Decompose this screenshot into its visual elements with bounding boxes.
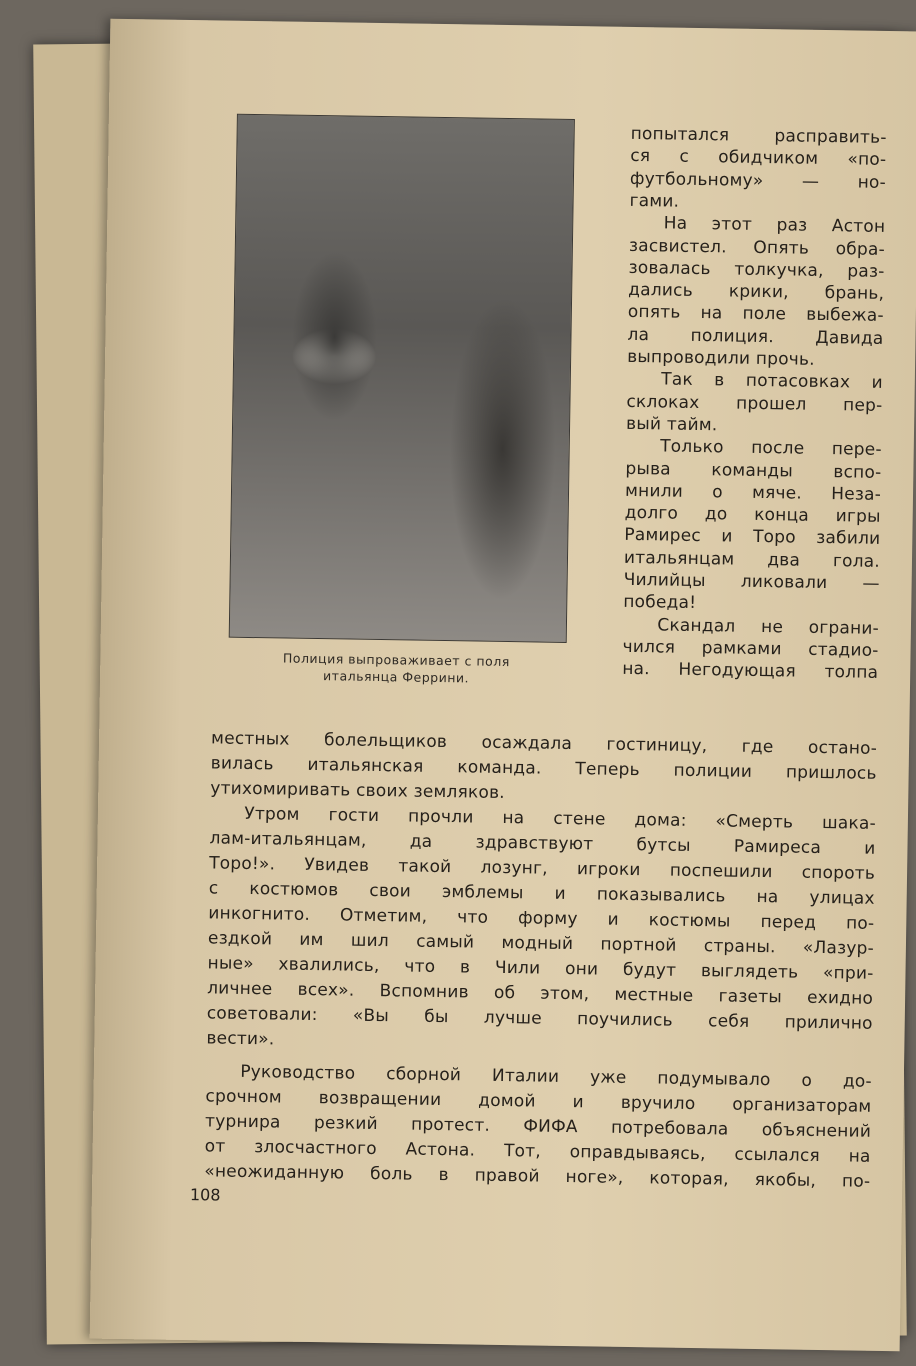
- text-line: итальянцам два гола.: [623, 547, 881, 572]
- text-line: на. Негодующая толпа: [622, 659, 879, 684]
- text-line: победа!: [623, 592, 697, 614]
- text-line: зовалась толкучка, раз-: [628, 257, 885, 282]
- text-line: вый тайм.: [625, 413, 718, 436]
- text-line: инкогнито. Отметим, что форму и костюмы перед по-: [208, 903, 875, 934]
- text-line: личнее всех». Вспомнив об этом, местные газеты ехидно: [207, 978, 874, 1009]
- text-line: Рамирес и Торо забили: [624, 525, 881, 550]
- text-line: срочном возвращении домой и вручило организаторам: [205, 1086, 872, 1117]
- photo-caption: [228, 649, 564, 688]
- text-line: турнира резкий протест. ФИФА потребовала объяснений: [204, 1111, 872, 1142]
- text-line: утихомиривать своих земляков.: [210, 778, 506, 804]
- text-line: лам-итальянцам, да здравствуют бутсы Рамиреса и: [209, 828, 876, 859]
- photo-police-escorting-player: [229, 114, 575, 643]
- text-line: советовали: «Вы бы лучше поучились себя прилично: [206, 1003, 873, 1034]
- text-line: гами.: [629, 190, 680, 212]
- book-page: [90, 19, 916, 1352]
- text-line: вилась итальянская команда. Теперь полиции пришлось: [210, 753, 877, 784]
- text-line: засвистел. Опять обра-: [628, 235, 886, 260]
- text-line: Чилийцы ликовали —: [623, 569, 880, 594]
- text-line: опять на поле выбежа-: [627, 302, 884, 327]
- text-line: ные» хвалились, что в Чили они будут выглядеть «при-: [207, 953, 874, 984]
- caption-line: Полиция выпроваживает с поля: [282, 650, 510, 670]
- page-number: 108: [189, 1185, 221, 1205]
- text-line: вести».: [206, 1028, 275, 1050]
- text-line: Утром гости прочли на стене дома: «Смерть шака-: [209, 803, 877, 834]
- text-line: дались крики, брань,: [628, 279, 885, 305]
- text-line: Так в потасовках и: [626, 369, 883, 394]
- text-line: На этот раз Астон: [629, 213, 886, 238]
- text-line: рыва команды вспо-: [625, 458, 882, 483]
- text-line: футбольному» — но-: [629, 168, 887, 193]
- text-line: долго до конца игры: [624, 502, 881, 527]
- text-line: Скандал не ограни-: [622, 614, 880, 639]
- text-line: выпроводили прочь.: [627, 346, 815, 370]
- text-line: с костюмов свои эмблемы и показывались на улицах: [208, 878, 875, 909]
- caption-line: итальянца Феррини.: [323, 668, 470, 686]
- text-line: ла полиция. Давида: [627, 324, 884, 349]
- text-line: местных болельщиков осаждала гостиницу, где остано-: [210, 728, 878, 759]
- text-line: Руководство сборной Италии уже подумывало о до-: [205, 1061, 872, 1092]
- text-line: Только после пере-: [625, 436, 882, 461]
- text-line: мнили о мяче. Неза-: [624, 480, 882, 505]
- text-line: от злосчастного Астона. Тот, оправдываясь, ссылался на: [204, 1136, 871, 1167]
- text-line: ся с обидчиком «по-: [630, 146, 887, 171]
- text-line: попытался расправить-: [630, 123, 887, 148]
- text-line: ездкой им шил самый модный портной страны. «Лазур-: [207, 928, 875, 959]
- text-line: Торо!». Увидев такой лозунг, игроки поспешили спороть: [209, 853, 876, 884]
- text-line: склоках прошел пер-: [626, 391, 883, 416]
- text-line: чился рамками стадио-: [622, 636, 879, 661]
- text-line: «неожиданную боль в правой ноге», которая, якобы, по-: [204, 1161, 871, 1192]
